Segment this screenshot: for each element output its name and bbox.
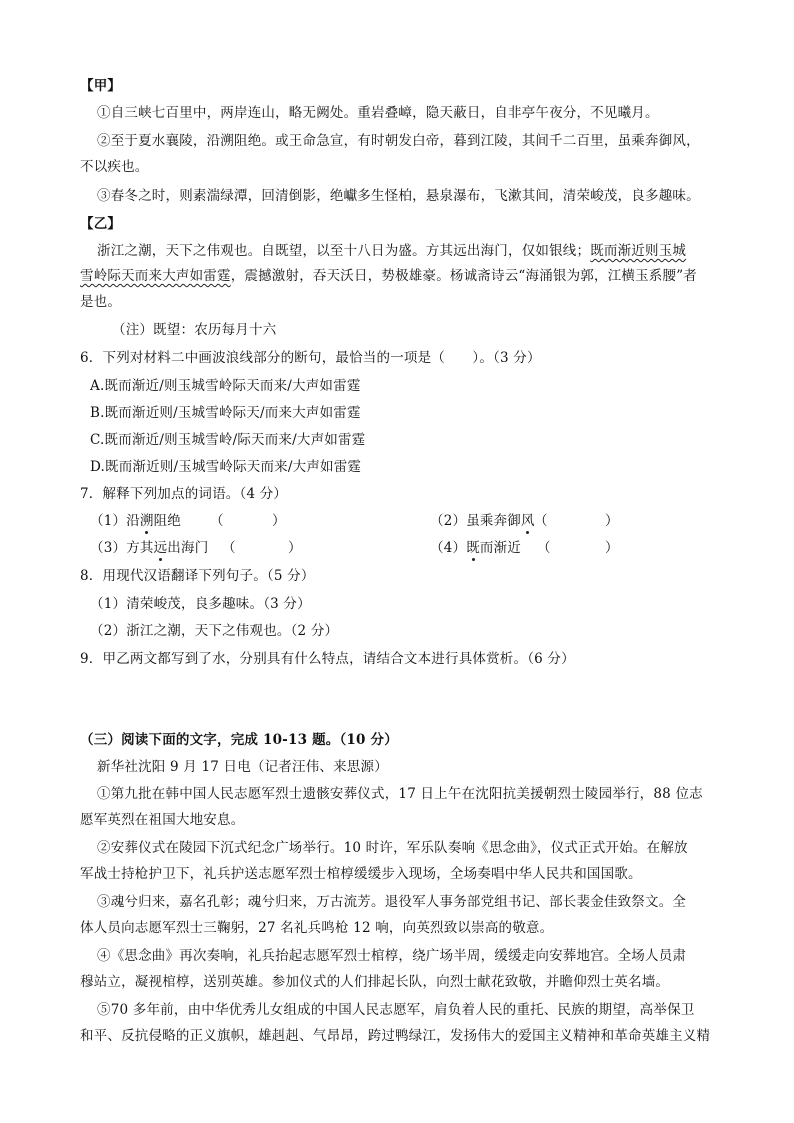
q6-option-b: B.既而渐近则/玉城雪岭际天/而来大声如雷霆 bbox=[90, 405, 361, 421]
q7-item-4-post: 而渐近 bbox=[479, 540, 522, 556]
section3-dateline: 新华社沈阳 9 月 17 日电（记者汪伟、来思源） bbox=[97, 759, 388, 775]
news-paragraph-5-cont: 和平、反抗侵略的正义旗帜，雄赳赳、气昂昂，跨过鸭绿江，发扬伟大的爱国主义精神和革命英雄主义精 bbox=[80, 1028, 711, 1044]
q7-item-2-pre: （2）虽乘奔御 bbox=[430, 513, 521, 529]
news-paragraph-3: ③魂兮归来，嘉名孔彰；魂兮归来，万古流芳。退役军人事务部党组书记、部长裴金佳致祭文。全 bbox=[97, 894, 687, 910]
q7-stem: 7．解释下列加点的词语。（4 分） bbox=[80, 486, 288, 502]
q7-item-1-dotted: 溯 bbox=[139, 513, 154, 529]
jia-paragraph-2-cont: 不以疾也。 bbox=[80, 159, 149, 175]
q7-item-4-pre: （4） bbox=[430, 540, 467, 556]
yi-note: （注）既望：农历每月十六 bbox=[112, 322, 277, 338]
section3-heading: （三）阅读下面的文字，完成 10-13 题。（10 分） bbox=[80, 732, 398, 748]
q6-option-d: D.既而渐近则/玉城雪岭际天而来/大声如雷霆 bbox=[90, 459, 362, 475]
q7-item-3-paren-open: （ bbox=[222, 540, 236, 556]
q7-item-1-paren-open: （ bbox=[210, 513, 224, 529]
section-jia-label: 【甲】 bbox=[80, 78, 122, 94]
news-paragraph-2: ②安葬仪式在陵园下沉式纪念广场举行。10 时许，军乐队奏响《思念曲》，仪式正式开始。在解放 bbox=[97, 840, 688, 856]
yi-wavy-segment-1: 既而渐近则玉城 bbox=[590, 243, 687, 259]
news-paragraph-1: ①第九批在韩中国人民志愿军烈士遗骸安葬仪式，17 日上午在沈阳抗美援朝烈士陵园举行，88 位志 bbox=[97, 786, 703, 802]
yi-line-3: 是也。 bbox=[80, 294, 122, 310]
jia-paragraph-1: ①自三峡七百里中，两岸连山，略无阙处。重岩叠嶂，隐天蔽日，自非亭午夜分，不见曦月。 bbox=[97, 105, 659, 121]
yi-line-1-text: 浙江之潮，天下之伟观也。自既望，以至十八日为盛。方其远出海门，仅如银线； bbox=[97, 243, 591, 259]
q8-stem: 8．用现代汉语翻译下列句子。（5 分） bbox=[80, 568, 315, 584]
yi-line-1 bbox=[97, 242, 686, 260]
q7-item-3-dotted: 远 bbox=[153, 540, 168, 556]
q7-item-3 bbox=[90, 539, 208, 557]
q8-sentence-1: （1）清荣峻茂，良多趣味。（3 分） bbox=[90, 596, 311, 612]
q9-stem: 9．甲乙两文都写到了水，分别具有什么特点，请结合文本进行具体赏析。（6 分） bbox=[80, 651, 575, 667]
q7-item-2-dotted: 风 bbox=[521, 513, 535, 529]
q6-stem: 6．下列对材料二中画波浪线部分的断句，最恰当的一项是（ ）。（3 分） bbox=[80, 350, 541, 366]
q7-item-2-paren-close: ） bbox=[605, 513, 619, 529]
q7-item-4-paren-open: （ bbox=[537, 540, 551, 556]
q7-item-4 bbox=[430, 539, 521, 557]
jia-paragraph-2: ②至于夏水襄陵，沿溯阻绝。或王命急宣，有时朝发白帝，暮到江陵，其间千二百里，虽乘奔御风， bbox=[97, 133, 700, 149]
jia-paragraph-3: ③春冬之时，则素湍绿潭，回清倒影，绝巘多生怪柏，悬泉瀑布，飞漱其间，清荣峻茂，良多趣味。 bbox=[97, 188, 700, 204]
news-paragraph-1-cont: 愿军英烈在祖国大地安息。 bbox=[80, 812, 245, 828]
q7-item-1-post: 阻绝 bbox=[153, 513, 181, 529]
section-yi-label: 【乙】 bbox=[80, 216, 122, 232]
q7-item-2 bbox=[430, 512, 535, 530]
q7-item-4-paren-close: ） bbox=[605, 540, 619, 556]
q6-option-c: C.既而渐近/则玉城雪岭/际天而来/大声如雷霆 bbox=[90, 432, 366, 448]
q7-item-3-post: 出海门 bbox=[167, 540, 209, 556]
news-paragraph-5: ⑤70 多年前，由中华优秀儿女组成的中国人民志愿军，肩负着人民的重托、民族的期望，高举保卫 bbox=[97, 1002, 695, 1018]
q7-item-4-dotted: 既 bbox=[466, 540, 480, 556]
q6-option-a: A.既而渐近/则玉城雪岭际天而来/大声如雷霆 bbox=[90, 378, 361, 394]
q7-item-2-paren-open: （ bbox=[534, 513, 548, 529]
q7-item-1-pre: （1）沿 bbox=[90, 513, 140, 529]
yi-line-2-text: ，震撼激射，吞天沃日，势极雄豪。杨诚斋诗云“海涌银为郭，江横玉系腰”者 bbox=[230, 268, 698, 284]
yi-wavy-segment-2: 雪岭际天而来大声如雷霆 bbox=[80, 268, 231, 284]
news-paragraph-3-cont: 体人员向志愿军烈士三鞠躬，27 名礼兵鸣枪 12 响，向英烈致以崇高的敬意。 bbox=[80, 920, 554, 936]
q8-sentence-2: （2）浙江之潮，天下之伟观也。（2 分） bbox=[90, 623, 339, 639]
news-paragraph-4: ④《思念曲》再次奏响，礼兵抬起志愿军烈士棺椁，绕广场半周，缓缓走向安葬地宫。全场人员肃 bbox=[97, 948, 687, 964]
q7-item-3-paren-close: ） bbox=[288, 540, 302, 556]
yi-line-2 bbox=[80, 267, 697, 285]
news-paragraph-2-cont: 军战士持枪护卫下，礼兵护送志愿军烈士棺椁缓缓步入现场，全场奏唱中华人民共和国国歌。 bbox=[80, 866, 642, 882]
news-paragraph-4-cont: 穆站立，凝视棺椁，送别英雄。参加仪式的人们排起长队，向烈士献花致敬，并瞻仰烈士英名墙。 bbox=[80, 974, 670, 990]
q7-item-1-paren-close: ） bbox=[272, 513, 286, 529]
q7-item-1 bbox=[90, 512, 181, 530]
q7-item-3-pre: （3）方其 bbox=[90, 540, 154, 556]
